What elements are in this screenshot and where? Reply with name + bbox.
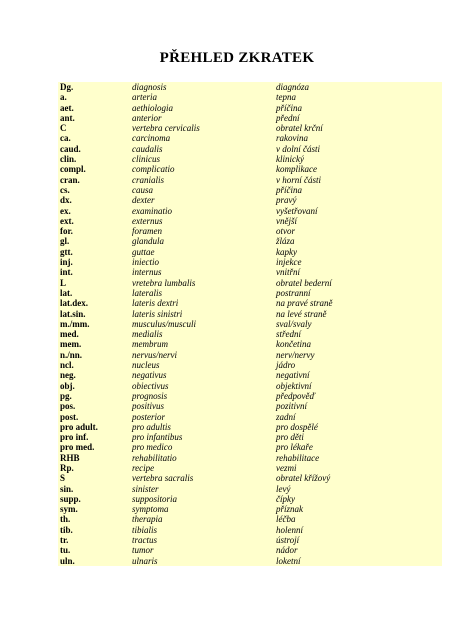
table-row bbox=[58, 329, 442, 339]
abbreviation-cell: ca. bbox=[60, 133, 71, 144]
abbreviation-cell: S bbox=[60, 473, 66, 484]
page-title: PŘEHLED ZKRATEK bbox=[159, 50, 315, 66]
czech-meaning-cell: nádor bbox=[276, 545, 298, 556]
table-row bbox=[58, 123, 442, 133]
czech-meaning-cell: příčina bbox=[276, 102, 302, 113]
table-row bbox=[58, 370, 442, 380]
abbreviation-cell: clin. bbox=[60, 154, 77, 165]
table-row bbox=[58, 288, 442, 298]
latin-term-cell: dexter bbox=[132, 195, 155, 206]
abbreviation-cell: for. bbox=[60, 226, 73, 237]
latin-term-cell: pro medico bbox=[132, 442, 173, 453]
abbreviation-cell: pos. bbox=[60, 401, 76, 412]
czech-meaning-cell: levý bbox=[276, 483, 291, 494]
abbreviation-cell: inj. bbox=[60, 257, 73, 268]
table-row bbox=[58, 103, 442, 113]
abbreviation-cell: RHB bbox=[60, 452, 80, 463]
table-row bbox=[58, 82, 442, 92]
abbreviation-cell: ncl. bbox=[60, 360, 74, 371]
czech-meaning-cell: nerv/nervy bbox=[276, 349, 315, 360]
latin-term-cell: anterior bbox=[132, 112, 162, 123]
table-row bbox=[58, 144, 442, 154]
latin-term-cell: lateris dextri bbox=[132, 298, 179, 309]
czech-meaning-cell: rehabilitace bbox=[276, 452, 320, 463]
table-row bbox=[58, 484, 442, 494]
table-row bbox=[58, 432, 442, 442]
czech-meaning-cell: vyšetřovaní bbox=[276, 205, 318, 216]
czech-meaning-cell: léčba bbox=[276, 514, 296, 525]
table-row bbox=[58, 401, 442, 411]
table-row bbox=[58, 422, 442, 432]
latin-term-cell: vertebra sacralis bbox=[132, 473, 194, 484]
czech-meaning-cell: příčina bbox=[276, 184, 302, 195]
latin-term-cell: posterior bbox=[132, 411, 166, 422]
table-row bbox=[58, 298, 442, 308]
abbreviation-cell: dx. bbox=[60, 195, 72, 206]
latin-term-cell: ulnaris bbox=[132, 555, 158, 566]
latin-term-cell: cranialis bbox=[132, 174, 165, 185]
latin-term-cell: glandula bbox=[132, 236, 165, 247]
table-row bbox=[58, 113, 442, 123]
czech-meaning-cell: pravý bbox=[276, 195, 297, 206]
abbreviation-cell: m./mm. bbox=[60, 318, 90, 329]
czech-meaning-cell: komplikace bbox=[276, 164, 317, 175]
czech-meaning-cell: obratel krční bbox=[276, 123, 323, 134]
latin-term-cell: guttae bbox=[132, 246, 155, 257]
abbreviation-cell: uln. bbox=[60, 555, 75, 566]
table-row bbox=[58, 154, 442, 164]
latin-term-cell: internus bbox=[132, 267, 162, 278]
czech-meaning-cell: střední bbox=[276, 329, 302, 340]
table-row bbox=[58, 525, 442, 535]
latin-term-cell: medialis bbox=[132, 329, 163, 340]
czech-meaning-cell: předpověď bbox=[276, 390, 315, 401]
czech-meaning-cell: postranní bbox=[276, 287, 311, 298]
latin-term-cell: negativus bbox=[132, 370, 167, 381]
latin-term-cell: tractus bbox=[132, 535, 158, 546]
czech-meaning-cell: diagnóza bbox=[276, 82, 310, 92]
latin-term-cell: pro infantibus bbox=[132, 432, 183, 443]
latin-term-cell: aethiologia bbox=[132, 102, 173, 113]
latin-term-cell: rehabilitatio bbox=[132, 452, 177, 463]
czech-meaning-cell: pro dospělé bbox=[276, 421, 318, 432]
latin-term-cell: externus bbox=[132, 215, 163, 226]
latin-term-cell: membrum bbox=[132, 339, 168, 350]
table-row bbox=[58, 319, 442, 329]
czech-meaning-cell: injekce bbox=[276, 257, 302, 268]
abbreviation-cell: th. bbox=[60, 514, 71, 525]
czech-meaning-cell: negativní bbox=[276, 370, 310, 381]
czech-meaning-cell: tepna bbox=[276, 92, 296, 103]
table-row bbox=[58, 412, 442, 422]
abbreviation-cell: gtt. bbox=[60, 246, 73, 257]
table-row bbox=[58, 133, 442, 143]
czech-meaning-cell: loketní bbox=[276, 555, 301, 566]
latin-term-cell: causa bbox=[132, 184, 153, 195]
abbreviation-cell: aet. bbox=[60, 102, 74, 113]
czech-meaning-cell: pozitivní bbox=[276, 401, 307, 412]
abbreviation-cell: cran. bbox=[60, 174, 80, 185]
latin-term-cell: tibialis bbox=[132, 524, 158, 535]
table-row bbox=[58, 514, 442, 524]
abbreviation-cell: ext. bbox=[60, 215, 74, 226]
abbreviation-cell: obj. bbox=[60, 380, 75, 391]
latin-term-cell: vretebra lumbalis bbox=[132, 277, 196, 288]
abbreviation-cell: pro med. bbox=[60, 442, 95, 453]
table-row bbox=[58, 175, 442, 185]
czech-meaning-cell: čípky bbox=[276, 493, 295, 504]
czech-meaning-cell: končetina bbox=[276, 339, 311, 350]
table-row bbox=[58, 463, 442, 473]
abbreviation-cell: gl. bbox=[60, 236, 70, 247]
czech-meaning-cell: v dolní části bbox=[276, 143, 320, 154]
czech-meaning-cell: otvor bbox=[276, 226, 295, 237]
table-row bbox=[58, 556, 442, 566]
czech-meaning-cell: jádro bbox=[276, 360, 296, 371]
latin-term-cell: lateris sinistri bbox=[132, 308, 183, 319]
abbreviation-cell: tib. bbox=[60, 524, 73, 535]
latin-term-cell: musculus/musculi bbox=[132, 318, 196, 329]
abbreviation-cell: C bbox=[60, 123, 67, 134]
abbreviation-cell: Rp. bbox=[60, 462, 74, 473]
latin-term-cell: complicatio bbox=[132, 164, 175, 175]
abbreviation-cell: tu. bbox=[60, 545, 71, 556]
abbreviation-cell: supp. bbox=[60, 493, 81, 504]
czech-meaning-cell: žláza bbox=[276, 236, 295, 247]
latin-term-cell: obiectivus bbox=[132, 380, 169, 391]
czech-meaning-cell: vezmi bbox=[276, 462, 297, 473]
latin-term-cell: symptoma bbox=[132, 504, 169, 515]
czech-meaning-cell: na pravé straně bbox=[276, 298, 333, 309]
table-row bbox=[58, 236, 442, 246]
czech-meaning-cell: příznak bbox=[276, 504, 303, 515]
czech-meaning-cell: rakovina bbox=[276, 133, 308, 144]
abbreviation-cell: Dg. bbox=[60, 82, 74, 92]
czech-meaning-cell: objektivní bbox=[276, 380, 312, 391]
abbreviation-cell: lat.dex. bbox=[60, 298, 88, 309]
latin-term-cell: examinatio bbox=[132, 205, 172, 216]
table-row bbox=[58, 206, 442, 216]
czech-meaning-cell: ústrojí bbox=[276, 535, 300, 546]
abbreviation-cell: int. bbox=[60, 267, 73, 278]
czech-meaning-cell: obratel bederní bbox=[276, 277, 332, 288]
abbreviation-cell: pro adult. bbox=[60, 421, 98, 432]
abbreviation-cell: L bbox=[60, 277, 67, 288]
table-row bbox=[58, 453, 442, 463]
latin-term-cell: arteria bbox=[132, 92, 158, 103]
table-row bbox=[58, 391, 442, 401]
abbreviation-cell: n./nn. bbox=[60, 349, 83, 360]
czech-meaning-cell: pro lékaře bbox=[276, 442, 313, 453]
table-row bbox=[58, 278, 442, 288]
abbreviation-cell: pg. bbox=[60, 390, 72, 401]
table-row bbox=[58, 195, 442, 205]
czech-meaning-cell: obratel křížový bbox=[276, 473, 331, 484]
table-row bbox=[58, 442, 442, 452]
abbreviations-table bbox=[58, 82, 442, 566]
latin-term-cell: tumor bbox=[132, 545, 154, 556]
table-row bbox=[58, 164, 442, 174]
table-row bbox=[58, 504, 442, 514]
abbreviation-cell: lat.sin. bbox=[60, 308, 86, 319]
czech-meaning-cell: přední bbox=[276, 112, 300, 123]
czech-meaning-cell: vnější bbox=[276, 215, 297, 226]
abbreviation-cell: caud. bbox=[60, 143, 81, 154]
table-row bbox=[58, 247, 442, 257]
abbreviation-cell: compl. bbox=[60, 164, 86, 175]
czech-meaning-cell: pro děti bbox=[276, 432, 304, 443]
latin-term-cell: caudalis bbox=[132, 143, 163, 154]
czech-meaning-cell: kapky bbox=[276, 246, 297, 257]
latin-term-cell: suppositoria bbox=[132, 493, 178, 504]
table-row bbox=[58, 494, 442, 504]
latin-term-cell: therapia bbox=[132, 514, 163, 525]
table-row bbox=[58, 216, 442, 226]
latin-term-cell: carcinoma bbox=[132, 133, 171, 144]
abbreviation-cell: sym. bbox=[60, 504, 78, 515]
table-row bbox=[58, 535, 442, 545]
czech-meaning-cell: klinický bbox=[276, 154, 304, 165]
latin-term-cell: foramen bbox=[132, 226, 162, 237]
table-row bbox=[58, 381, 442, 391]
abbreviation-cell: ex. bbox=[60, 205, 71, 216]
abbreviation-cell: med. bbox=[60, 329, 79, 340]
table-row bbox=[58, 339, 442, 349]
table-row bbox=[58, 267, 442, 277]
czech-meaning-cell: holenní bbox=[276, 524, 303, 535]
table-row bbox=[58, 360, 442, 370]
table-row bbox=[58, 92, 442, 102]
abbreviation-cell: pro inf. bbox=[60, 432, 89, 443]
latin-term-cell: sinister bbox=[132, 483, 159, 494]
latin-term-cell: nucleus bbox=[132, 360, 160, 371]
latin-term-cell: clinicus bbox=[132, 154, 160, 165]
latin-term-cell: lateralis bbox=[132, 287, 163, 298]
abbreviation-cell: a. bbox=[60, 92, 67, 103]
abbreviation-cell: lat. bbox=[60, 287, 73, 298]
table-row bbox=[58, 185, 442, 195]
abbreviation-cell: ant. bbox=[60, 112, 75, 123]
table-row bbox=[58, 473, 442, 483]
abbreviation-cell: neg. bbox=[60, 370, 76, 381]
table-row bbox=[58, 257, 442, 267]
czech-meaning-cell: na levé straně bbox=[276, 308, 327, 319]
abbreviation-cell: post. bbox=[60, 411, 79, 422]
czech-meaning-cell: vnitřní bbox=[276, 267, 300, 278]
latin-term-cell: iniectio bbox=[132, 257, 159, 268]
latin-term-cell: diagnosis bbox=[132, 82, 167, 92]
abbreviation-cell: mem. bbox=[60, 339, 82, 350]
latin-term-cell: recipe bbox=[132, 462, 155, 473]
abbreviation-cell: cs. bbox=[60, 184, 70, 195]
table-row bbox=[58, 545, 442, 555]
latin-term-cell: nervus/nervi bbox=[132, 349, 177, 360]
abbreviation-cell: tr. bbox=[60, 535, 69, 546]
table-row bbox=[58, 350, 442, 360]
czech-meaning-cell: v horní části bbox=[276, 174, 321, 185]
czech-meaning-cell: zadní bbox=[276, 411, 296, 422]
table-row bbox=[58, 309, 442, 319]
latin-term-cell: prognosis bbox=[132, 390, 168, 401]
czech-meaning-cell: sval/svaly bbox=[276, 318, 312, 329]
latin-term-cell: pro adultis bbox=[132, 421, 171, 432]
abbreviation-cell: sin. bbox=[60, 483, 74, 494]
latin-term-cell: vertebra cervicalis bbox=[132, 123, 200, 134]
table-row bbox=[58, 226, 442, 236]
latin-term-cell: positivus bbox=[132, 401, 165, 412]
